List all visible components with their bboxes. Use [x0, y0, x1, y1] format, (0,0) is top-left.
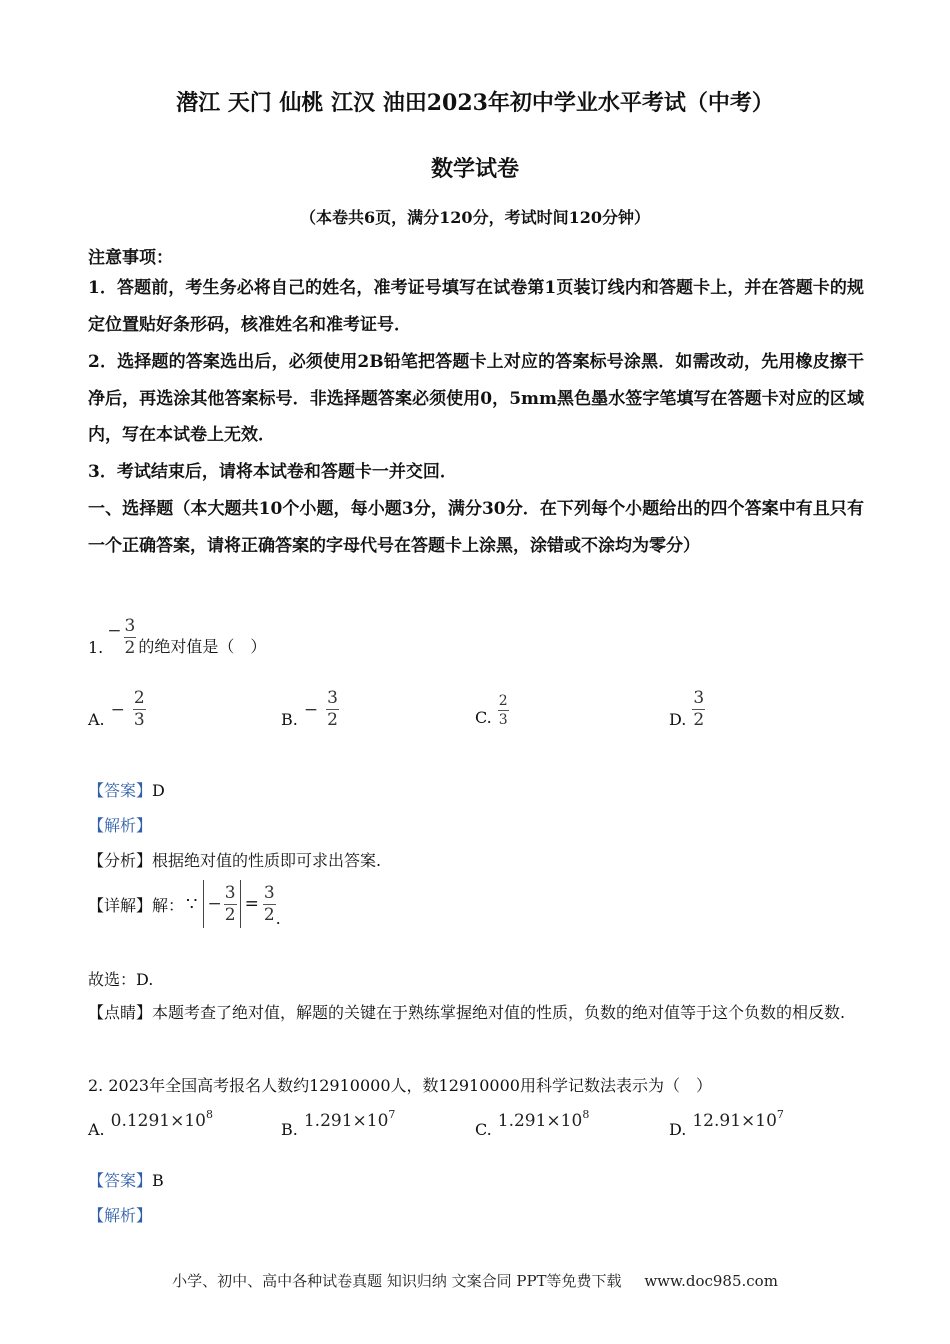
question-1-stem	[88, 618, 266, 657]
numerator: 2	[133, 688, 145, 708]
answer-line	[88, 1168, 164, 1191]
notice-item-1: 1．答题前，考生务必将自己的姓名，准考证号填写在试卷第1页装订线内和答题卡上，并在答题卡的规定位置贴好条形码，核准姓名和准考证号．	[88, 278, 864, 335]
sci-notation	[498, 1108, 590, 1131]
dianjing-text: 本题考查了绝对值，解题的关键在于熟练掌握绝对值的性质，负数的绝对值等于这个负数的相反数.	[152, 1003, 846, 1022]
question-2-stem: 2. 2023年全国高考报名人数约12910000人，数12910000用科学记数法表示为（ ）	[88, 1076, 712, 1095]
minus-sign: −	[207, 894, 222, 914]
sci-base: 1.291×10	[497, 1111, 583, 1131]
numerator: 3	[693, 688, 705, 708]
sci-base: 12.91×10	[692, 1111, 777, 1131]
answer-value: B	[152, 1171, 164, 1190]
answer-tag: 【答案】	[88, 1171, 153, 1190]
sci-exponent: 7	[776, 1108, 784, 1121]
option-a	[88, 690, 146, 729]
denominator: 2	[693, 710, 705, 730]
fenxi-tag: 【分析】	[88, 851, 153, 870]
numerator: 3	[327, 688, 338, 708]
option-c	[475, 694, 509, 727]
denominator: 2	[224, 904, 236, 925]
fenxi-line	[88, 848, 381, 871]
choose-line: 故选：D.	[88, 970, 154, 989]
sci-exponent: 7	[388, 1108, 396, 1121]
exam-info: （本卷共6页，满分120分，考试时间120分钟）	[300, 208, 650, 227]
dianjing-line	[88, 995, 864, 1031]
option-a	[88, 1108, 213, 1139]
minus-sign: −	[107, 620, 122, 641]
sci-exponent: 8	[582, 1108, 590, 1121]
question-number: 1.	[88, 638, 104, 657]
denominator: 3	[133, 710, 145, 730]
detail-prefix: 解：	[152, 895, 185, 915]
numerator: 3	[124, 616, 136, 636]
notice-heading: 注意事项：	[88, 248, 173, 268]
footer-link[interactable]: www.doc985.com	[644, 1272, 778, 1290]
option-d	[669, 1108, 784, 1139]
fraction	[124, 618, 137, 657]
denominator: 2	[124, 638, 136, 658]
equals-sign: =	[244, 894, 259, 914]
fraction	[133, 690, 146, 729]
option-label: C.	[475, 708, 492, 727]
minus-sign: −	[303, 699, 319, 720]
exam-title: 潜江 天门 仙桃 江汉 油田2023年初中学业水平考试（中考）	[176, 90, 774, 116]
analysis-tag: 【解析】	[88, 816, 153, 835]
notice-item-3: 3．考试结束后，请将本试卷和答题卡一并交回．	[88, 462, 457, 482]
option-label: A.	[88, 1120, 105, 1139]
fraction	[224, 882, 237, 925]
answer-line	[88, 778, 165, 801]
page-footer	[0, 1270, 950, 1291]
option-label: B.	[281, 710, 298, 729]
analysis-tag: 【解析】	[88, 1206, 153, 1225]
option-b	[281, 1108, 395, 1139]
numerator: 2	[498, 693, 508, 709]
fraction	[326, 690, 339, 729]
detail-line	[88, 880, 281, 928]
denominator: 3	[498, 712, 508, 728]
option-label: D.	[669, 710, 687, 729]
sci-exponent: 8	[206, 1108, 213, 1121]
option-b	[281, 690, 339, 729]
option-label: D.	[669, 1120, 687, 1139]
option-d	[669, 690, 705, 729]
sci-base: 0.1291×10	[110, 1111, 206, 1131]
sci-notation	[692, 1108, 784, 1131]
exam-subject: 数学试卷	[430, 156, 519, 182]
footer-text: 小学、初中、高中各种试卷真题 知识归纳 文案合同 PPT等免费下载	[172, 1272, 622, 1290]
fraction	[498, 694, 509, 727]
fraction	[692, 690, 705, 729]
detail-tag: 【详解】	[88, 895, 153, 915]
option-c	[475, 1108, 589, 1139]
fraction	[263, 882, 276, 925]
option-label: C.	[475, 1120, 492, 1139]
period: .	[275, 909, 281, 928]
sci-notation	[111, 1108, 213, 1131]
because-symbol: ∵	[186, 893, 198, 915]
numerator: 3	[224, 882, 236, 903]
option-label: B.	[281, 1120, 298, 1139]
option-label: A.	[88, 710, 105, 729]
absolute-value	[203, 880, 240, 928]
denominator: 2	[327, 710, 338, 730]
minus-sign: −	[110, 699, 125, 720]
denominator: 2	[263, 904, 275, 925]
sci-base: 1.291×10	[303, 1111, 389, 1131]
dianjing-tag: 【点睛】	[88, 1003, 153, 1022]
sci-notation	[304, 1108, 396, 1131]
fenxi-text: 根据绝对值的性质即可求出答案.	[152, 851, 382, 870]
notice-item-2: 2．选择题的答案选出后，必须使用2B铅笔把答题卡上对应的答案标号涂黑．如需改动，先用橡皮擦干净后，再选涂其他答案标号．非选择题答案必须使用0，5mm黑色墨水签字笔填写在答题卡对应的区域内，写在本试卷上无效．	[88, 352, 864, 445]
section-heading: 一、选择题（本大题共10个小题，每小题3分，满分30分．在下列每个小题给出的四个答案中有且只有一个正确答案，请将正确答案的字母代号在答题卡上涂黑，涂错或不涂均为零分）	[88, 499, 864, 556]
answer-tag: 【答案】	[88, 781, 153, 800]
answer-value: D	[152, 781, 165, 800]
numerator: 3	[263, 882, 275, 903]
question-text: 的绝对值是（ ）	[138, 637, 267, 656]
